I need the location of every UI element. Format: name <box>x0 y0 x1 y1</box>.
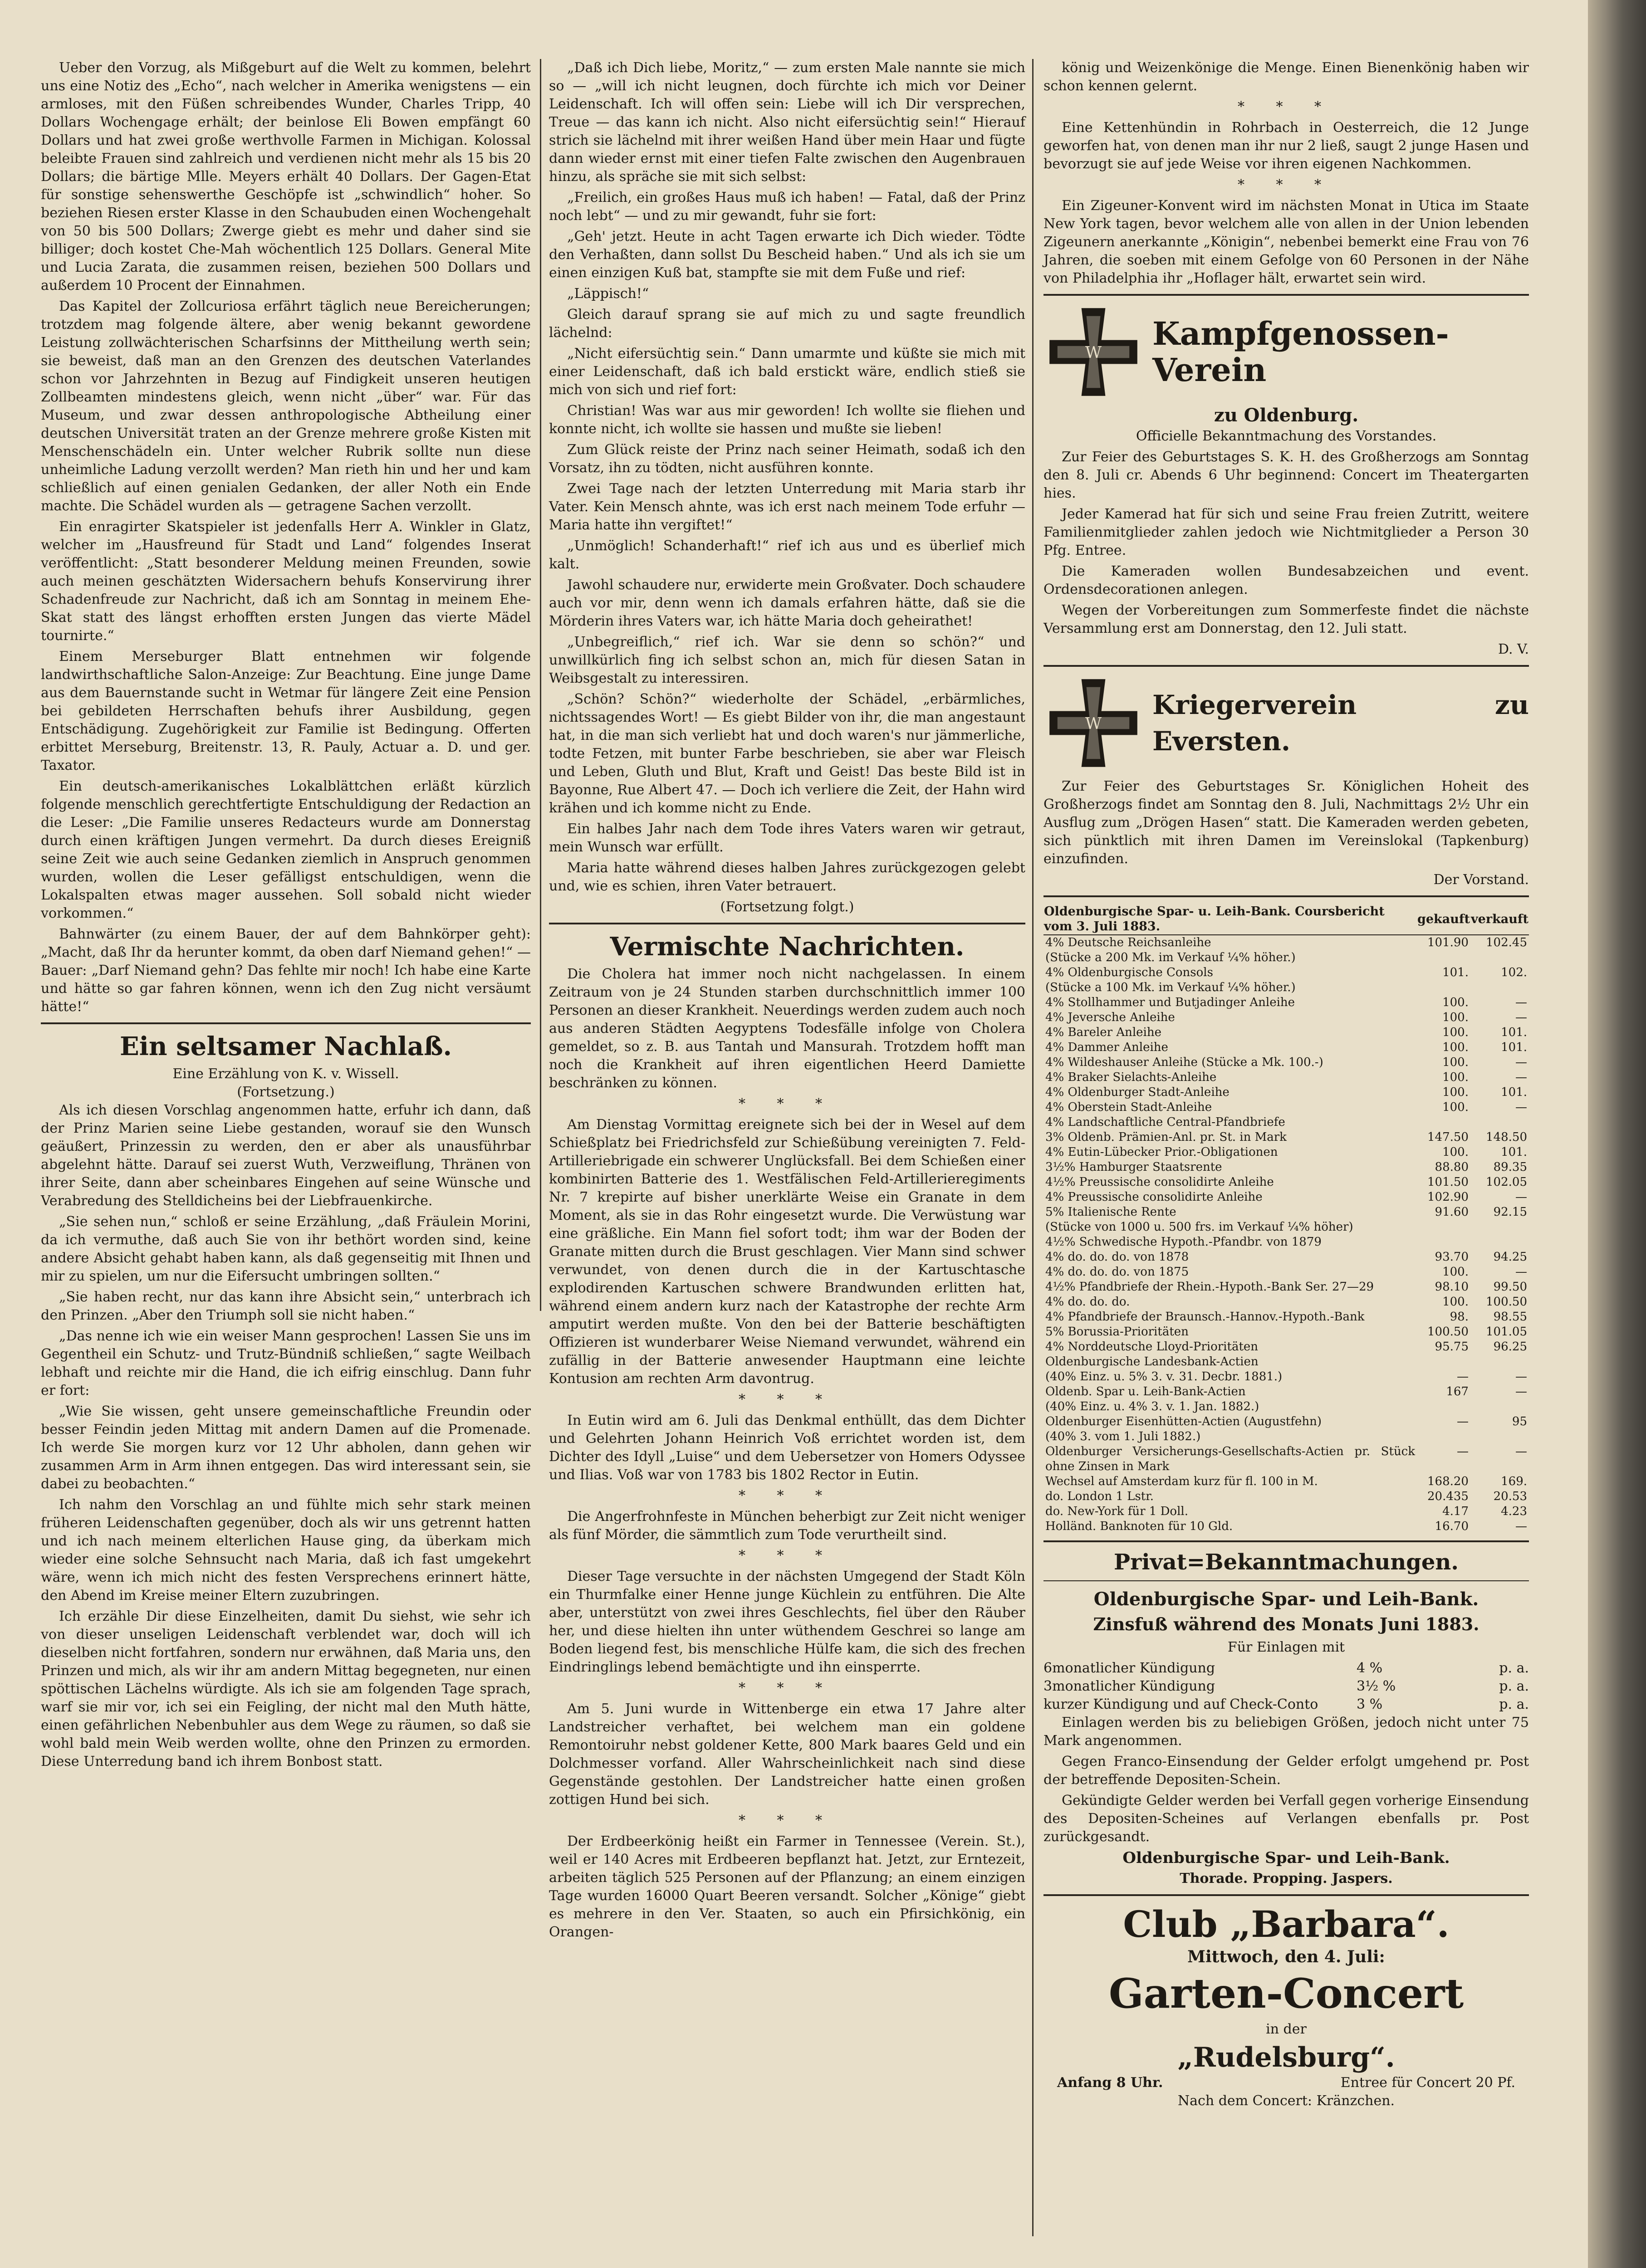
price-bought: 98. <box>1450 1310 1469 1324</box>
course-report-row <box>1043 1250 1529 1265</box>
security-name: 4% Jeversche Anleihe <box>1045 1011 1175 1024</box>
club-start-time: Anfang 8 Uhr. <box>1057 2075 1163 2091</box>
interest-rate-unit: p. a. <box>1499 1678 1529 1694</box>
news-paragraph: Ein Zigeuner-Konvent wird im nächsten Monat in Utica im Staate New York tagen, bevor welchem alle von allen in der Union lebenden Zigeunern anerkannte „Königin“, nebenbei bemerkt eine Frau von 76 Jahren, die soeben mit einem Gefolge von 60 Personen in der Nähe von Philadelphia ihr „Hoflager hält, erwartet sein wird. <box>1043 198 1529 286</box>
price-bought <box>1417 1399 1470 1414</box>
verein-paragraph: Zur Feier des Geburtstages S. K. H. des Großherzogs am Sonntag den 8. Juli cr. Abends 6 Uhr beginnend: Concert im Theatergarten hies. <box>1043 449 1529 501</box>
verein-paragraph: Zur Feier des Geburtstages Sr. Königlichen Hoheit des Großherzogs findet am Sonntag den 8. Juli, Nachmittags 2½ Uhr ein Ausflug zum „Drögen Hasen“ statt. Die Kameraden werden gebeten, sich pünktlich mit ihren Damen im Vereinslokal (Tapkenburg) einzufinden. <box>1043 778 1529 867</box>
story-paragraph: „Freilich, ein großes Haus muß ich haben! — Fatal, daß der Prinz noch lebt“ — und zu mir gewandt, fuhr sie fort: <box>549 190 1025 224</box>
story-paragraph: „Daß ich Dich liebe, Moritz,“ — zum ersten Male nannte sie mich so — „will ich nicht leugnen, doch fürchte ich mich vor Deiner Leidenschaft. Ich will offen sein: Liebe will ich Dir versprechen, Treue — das kann ich nicht. Also nicht eifersüchtig sein!“ Hierauf strich sie lächelnd mit ihrer weißen Hand über mein Haar und fügte dann wieder ernst mit einer tiefen Falte zwischen den Augenbrauen hinzu, als spräche sie mit sich selbst: <box>549 60 1025 185</box>
security-name: 4½% Schwedische Hypoth.-Pfandbr. von 1879 <box>1045 1235 1322 1249</box>
price-bought: 101.90 <box>1427 936 1469 949</box>
price-bought <box>1417 1429 1470 1444</box>
svg-text:W: W <box>1085 343 1102 362</box>
price-sold: 101. <box>1501 1026 1527 1039</box>
news-paragraph: Am Dienstag Vormittag ereignete sich bei der in Wesel auf dem Schießplatz bei Friedrichsfeld zur Schießübung vereinigten 7. Feld-Artilleriebrigade ein schwerer Unglücksfall. Bei dem Schießen einer kombinirten Batterie des 1. Westfälischen Feld-Artillerieregiments Nr. 7 krepirte auf bisher unerklärte Weise ein Granate in dem Moment, als sie in das Rohr eingesetzt wurde. Die Verwüstung war eine gräßliche. Ein Mann fiel sofort todt; ihm war der Boden der Granate mitten durch die Brust geschlagen. Vier Mann sind schwer verwundet, von denen durch die in der Kartuschtasche explodirenden Kartuschen schwere Brandwunden erlitten hat, während einem andern kurz nach der Katastrophe der rechte Arm amputirt werden mußte. Von den bei der Batterie beschäftigten Offizieren ist wunderbarer Weise Niemand verwundet, während ein zufällig in der Batterie anwesender Hauptmann eine leichte Kontusion am rechten Arm davontrug. <box>549 1117 1025 1387</box>
course-report-row <box>1043 1160 1529 1175</box>
course-report-row <box>1043 1504 1529 1519</box>
story-paragraph: „Unmöglich! Schanderhaft!“ rief ich aus und es überlief mich kalt. <box>549 538 1025 572</box>
price-sold <box>1470 1220 1529 1235</box>
security-name: 4% Dammer Anleihe <box>1045 1041 1168 1054</box>
security-name: do. London 1 Lstr. <box>1045 1490 1154 1503</box>
price-sold: 96.25 <box>1493 1340 1527 1354</box>
course-report-row <box>1043 935 1529 950</box>
price-sold: 101. <box>1501 1145 1527 1159</box>
price-bought: 100. <box>1442 1056 1469 1069</box>
price-sold <box>1470 1399 1529 1414</box>
section-divider <box>549 923 1025 924</box>
news-paragraph: Am 5. Juni wurde in Wittenberge ein etwa 17 Jahre alter Landstreicher verhaftet, bei welchem man ein goldene Remontoiruhr nebst goldener Kette, 800 Mark baares Geld und ein Dolchmesser vorfand. Aller Wahrscheinlichkeit nach sind diese Gegenstände gestohlen. Der Landstreicher hatte einen großen zottigen Hund bei sich. <box>549 1701 1025 1808</box>
price-bought: 88.80 <box>1435 1160 1469 1174</box>
price-bought: 91.60 <box>1435 1205 1469 1219</box>
bank-name: Oldenburgische Spar- und Leih-Bank. <box>1093 1589 1479 1610</box>
stars-separator: * * * <box>738 1680 836 1696</box>
verein-signature: D. V. <box>1498 641 1529 657</box>
course-report-row <box>1043 1310 1529 1325</box>
price-sold: 102. <box>1501 966 1527 979</box>
interest-rates <box>1043 1659 1529 1714</box>
security-name: 4% Oberstein Stadt-Anleihe <box>1045 1100 1212 1114</box>
svg-text:W: W <box>1085 714 1102 733</box>
course-report-row <box>1043 980 1529 995</box>
security-name: Oldenb. Spar u. Leih-Bank-Actien <box>1045 1385 1246 1398</box>
course-report-table <box>1043 904 1529 1534</box>
bank-paragraph: Gegen Franco-Einsendung der Gelder erfolgt umgehend pr. Post der betreffende Depositen-Schein. <box>1043 1754 1529 1788</box>
price-bought: 100. <box>1442 1070 1469 1084</box>
interest-rate-label: 6monatlicher Kündigung <box>1043 1660 1215 1676</box>
interest-rate-label: 3monatlicher Kündigung <box>1043 1678 1215 1694</box>
price-bought: 16.70 <box>1435 1520 1469 1533</box>
security-name: 4% Landschaftliche Central-Pfandbriefe <box>1045 1115 1285 1129</box>
price-sold: 99.50 <box>1493 1280 1527 1294</box>
security-name: (Stücke a 200 Mk. im Verkauf ¼% höher.) <box>1045 951 1296 964</box>
news-paragraph: Die Angerfrohnfeste in München beherbigt zur Zeit nicht weniger als fünf Mörder, die sämmtlich zum Tode verurtheilt sind. <box>549 1509 1025 1543</box>
stars-separator: * * * <box>738 1392 836 1408</box>
price-bought <box>1417 980 1470 995</box>
iron-cross-icon <box>1043 302 1143 402</box>
security-name: 5% Borussia-Prioritäten <box>1045 1325 1189 1339</box>
price-sold <box>1470 1429 1529 1444</box>
security-name: 3% Oldenb. Prämien-Anl. pr. St. in Mark <box>1045 1130 1287 1144</box>
verein-paragraph: Jeder Kamerad hat für sich und seine Frau freien Zutritt, weitere Familienmitglieder zahlen jedoch wie Nichtmitglieder a Person 30 Pfg. Entree. <box>1043 506 1529 558</box>
price-bought: 101. <box>1442 966 1469 979</box>
price-sold: 92.15 <box>1493 1205 1527 1219</box>
verein-title: Kriegerverein zu Eversten. <box>1152 689 1529 757</box>
course-report-row <box>1043 965 1529 980</box>
price-bought: 20.435 <box>1427 1490 1469 1503</box>
price-bought <box>1417 1115 1470 1130</box>
price-bought: 168.20 <box>1427 1475 1469 1488</box>
iron-cross-icon <box>1043 673 1143 773</box>
price-bought: 100. <box>1442 1026 1469 1039</box>
column-1 <box>41 59 531 1774</box>
course-report-row <box>1043 1100 1529 1115</box>
course-report-row <box>1043 1235 1529 1250</box>
bank-signatories: Thorade. Propping. Jaspers. <box>1180 1871 1393 1887</box>
security-name: 4% Preussische consolidirte Anleihe <box>1045 1190 1263 1204</box>
price-bought <box>1417 950 1470 965</box>
interest-rate-value-group <box>1357 1677 1529 1696</box>
interest-rate-value-group <box>1357 1696 1529 1714</box>
price-sold: 148.50 <box>1486 1130 1527 1144</box>
bank-signature: Oldenburgische Spar- und Leih-Bank. <box>1122 1849 1450 1867</box>
club-date: Mittwoch, den 4. Juli: <box>1187 1947 1385 1966</box>
course-report-row <box>1043 1145 1529 1160</box>
price-sold: 101. <box>1501 1041 1527 1054</box>
course-report-header <box>1043 904 1529 935</box>
course-report-row <box>1043 1444 1529 1474</box>
course-report-row <box>1043 1190 1529 1205</box>
club-after-concert: Nach dem Concert: Kränzchen. <box>1177 2093 1395 2109</box>
club-title: Club „Barbara“. <box>1123 1903 1450 1945</box>
security-name: (40% 3. vom 1. Juli 1882.) <box>1045 1430 1201 1443</box>
security-name: (40% Einz. u. 5% 3. v. 31. Decbr. 1881.) <box>1045 1370 1283 1383</box>
course-report-row <box>1043 1369 1529 1384</box>
course-report-row <box>1043 950 1529 965</box>
security-name: 4% Stollhammer und Butjadinger Anleihe <box>1045 996 1295 1009</box>
course-report-row <box>1043 1519 1529 1534</box>
article-paragraph: Ein deutsch-amerikanisches Lokalblättchen erläßt kürzlich folgende menschlich gerechtfertigte Entschuldigung der Redaction an die Leser: „Die Familie unseres Redacteurs wurde am Donnerstag durch einen kräftigen Jungen vermehrt. Da durch dieses Ereigniß seine Zeit wie auch seine Gedanken ziemlich in Anspruch genommen wurden, wollen die Leser gefälligst entschuldigen, wenn die Lokalspalten etwas mager aussehen. Soll sobald nicht wieder vorkommen.“ <box>41 778 531 921</box>
course-report-row <box>1043 1429 1529 1444</box>
course-report-row <box>1043 1354 1529 1369</box>
course-report-title: Oldenburgische Spar- u. Leih-Bank. Coursbericht vom 3. Juli 1883. <box>1043 904 1417 935</box>
course-report-row <box>1043 1085 1529 1100</box>
interest-rate-row <box>1043 1659 1529 1677</box>
security-name: 4% Oldenburger Stadt-Anleihe <box>1045 1085 1230 1099</box>
column-3 <box>1043 59 1529 2113</box>
price-bought: 100. <box>1442 1295 1469 1309</box>
price-bought: 100. <box>1442 1145 1469 1159</box>
verein-subtitle: zu Oldenburg. <box>1214 405 1359 426</box>
price-bought: 98.10 <box>1435 1280 1469 1294</box>
course-report-row <box>1043 1130 1529 1145</box>
price-sold: — <box>1515 1011 1527 1024</box>
section-divider <box>1043 1540 1529 1542</box>
story-paragraph: „Sie haben recht, nur das kann ihre Absicht sein,“ unterbrach ich den Prinzen. „Aber den Triumph soll sie nicht haben.“ <box>41 1289 531 1323</box>
price-bought: 95.75 <box>1435 1340 1469 1354</box>
page-edge <box>1588 0 1646 2268</box>
news-paragraph: Die Cholera hat immer noch nicht nachgelassen. In einem Zeitraum von je 24 Stunden starben durchschnittlich immer 100 Personen an dieser Krankheit. Neuerdings werden zudem auch noch aus anderen Städten Aegyptens Todesfälle infolge von Cholera gemeldet, so z. B. aus Tantah und Mansurah. Trotzdem hofft man noch die Krankheit auf ihren eigentlichen Heerd Damiette beschränken zu können. <box>549 966 1025 1091</box>
security-name: 4½% Preussische consolidirte Anleihe <box>1045 1175 1274 1189</box>
story-paragraph: „Wie Sie wissen, geht unsere gemeinschaftliche Freundin oder besser Feindin jeden Mittag mit andern Damen auf die Promenade. Ich werde Sie morgen kurz vor 12 Uhr abholen, dann gehen wir zusammen Arm in Arm ihnen entgegen. Das wird interessant sein, sie dabei zu beobachten.“ <box>41 1403 531 1492</box>
stars-separator: * * * <box>1237 99 1335 115</box>
security-name: do. New-York für 1 Doll. <box>1045 1505 1188 1518</box>
price-bought: 93.70 <box>1435 1250 1469 1264</box>
club-details <box>1043 2074 1529 2092</box>
security-name: 4½% Pfandbriefe der Rhein.-Hypoth.-Bank Ser. 27—29 <box>1045 1280 1374 1294</box>
interest-rate-value: 3 % <box>1357 1696 1383 1712</box>
story-paragraph: „Unbegreiflich,“ rief ich. War sie denn so schön?“ und unwillkürlich fing ich selbst schon an, mich für diesen Satan in Weibsgestalt zu interessiren. <box>549 634 1025 686</box>
course-report-row <box>1043 1070 1529 1085</box>
price-bought <box>1417 1235 1470 1250</box>
security-name: 3½% Hamburger Staatsrente <box>1045 1160 1222 1174</box>
interest-rate-value: 4 % <box>1357 1660 1383 1676</box>
story-paragraph: „Sie sehen nun,“ schloß er seine Erzählung, „daß Fräulein Morini, da ich vermuthe, daß auch Sie von ihr bethört worden sind, keine andere Absicht gehabt haben kann, als daß gegenseitig mit Ihnen und mir zu spielen, um nur die Eifersucht umbringen sollten.“ <box>41 1214 531 1284</box>
price-sold: — <box>1515 1385 1527 1398</box>
price-sold <box>1470 980 1529 995</box>
price-sold: 89.35 <box>1493 1160 1527 1174</box>
security-name: 4% Deutsche Reichsanleihe <box>1045 936 1211 949</box>
security-name: 4% Wildeshauser Anleihe (Stücke a Mk. 100.-) <box>1045 1056 1323 1069</box>
story-paragraph: „Läppisch!“ <box>567 286 649 302</box>
price-bought: — <box>1456 1445 1469 1458</box>
news-paragraph: könig und Weizenkönige die Menge. Einen Bienenkönig haben wir schon kennen gelernt. <box>1043 60 1529 94</box>
bank-paragraph: Einlagen werden bis zu beliebigen Größen, jedoch nicht unter 75 Mark angenommen. <box>1043 1715 1529 1749</box>
section-divider <box>1043 1580 1529 1581</box>
section-divider <box>41 1022 531 1024</box>
stars-separator: * * * <box>738 1548 836 1564</box>
security-name: (Stücke von 1000 u. 500 frs. im Verkauf ¼% höher) <box>1045 1220 1353 1234</box>
club-entry-fee: Entree für Concert 20 Pf. <box>1340 2075 1515 2091</box>
price-sold: — <box>1515 1520 1527 1533</box>
stars-separator: * * * <box>738 1813 836 1828</box>
verein-title: Kampfgenossen-Verein <box>1152 315 1449 389</box>
verein-paragraph: Wegen der Vorbereitungen zum Sommerfeste findet die nächste Versammlung erst am Donnerstag, den 12. Juli statt. <box>1043 602 1529 636</box>
price-sold: 4.23 <box>1501 1505 1527 1518</box>
story-continuation-note: (Fortsetzung.) <box>237 1084 335 1100</box>
price-bought: 100. <box>1442 996 1469 1009</box>
security-name: 4% Eutin-Lübecker Prior.-Obligationen <box>1045 1145 1278 1159</box>
price-sold: 101. <box>1501 1085 1527 1099</box>
security-name: 5% Italienische Rente <box>1045 1205 1176 1219</box>
security-name: 4% Norddeutsche Lloyd-Prioritäten <box>1045 1340 1259 1354</box>
course-report-row <box>1043 1205 1529 1220</box>
price-sold: 98.55 <box>1493 1310 1527 1324</box>
article-paragraph: Ein enragirter Skatspieler ist jedenfalls Herr A. Winkler in Glatz, welcher im „Hausfreund für Stadt und Land“ folgendes Inserat veröffentlicht: „Statt besonderer Meldung meinen Freunden, sowie auch meinen geschätzten Widersachern behufs Konservirung ihrer Schadenfreude zur Nachricht, daß ich am Sonntag in meinem Ehe-Skat statt des längst erhofften ersten Jungen das vierte Mädel tournirte.“ <box>41 519 531 644</box>
story-paragraph: Christian! Was war aus mir geworden! Ich wollte sie fliehen und konnte nicht, ich wollte sie hassen und mußte sie lieben! <box>549 403 1025 437</box>
price-sold: 95 <box>1512 1415 1527 1428</box>
price-bought: 100. <box>1442 1100 1469 1114</box>
interest-title: Zinsfuß während des Monats Juni 1883. <box>1093 1614 1479 1634</box>
news-paragraph: Der Erdbeerkönig heißt ein Farmer in Tennessee (Verein. St.), weil er 140 Acres mit Erdbeeren bepflanzt hat. Jetzt, zur Erntezeit, arbeiten täglich 525 Personen auf der Pflanzung; an einem einzigen Tage wurden 16000 Quart Beeren versandt. Solcher „Könige“ giebt es mehrere in den Ver. Staaten, so auch ein Pfirsichkönig, ein Orangen- <box>549 1833 1025 1940</box>
price-sold: 102.45 <box>1486 936 1527 949</box>
verein-header <box>1043 302 1529 402</box>
security-name: Oldenburger Versicherungs-Gesellschafts-Actien pr. Stück ohne Zinsen in Mark <box>1045 1445 1415 1473</box>
price-bought: 167 <box>1446 1385 1469 1398</box>
course-report-row <box>1043 1220 1529 1235</box>
story-paragraph: Ich nahm den Vorschlag an und fühlte mich sehr stark meinen früheren Leidenschaften gegenüber, doch als wir uns getrennt hatten und ich nach meinem elterlichen Hause ging, da überkam mich wieder eine solche Sehnsucht nach Maria, daß ich fast umgekehrt wäre, wenn ich mich nicht des festen Versprechens erinnert hätte, den Abend im Kreise meiner Eltern zuzubringen. <box>41 1497 531 1603</box>
story-paragraph: „Nicht eifersüchtig sein.“ Dann umarmte und küßte sie mich mit einer Leidenschaft, daß ich bald erstickt wäre, endlich stieß sie mich von sich und rief fort: <box>549 346 1025 398</box>
price-sold: 102.05 <box>1486 1175 1527 1189</box>
price-bought: 100. <box>1442 1265 1469 1279</box>
article-paragraph: Ueber den Vorzug, als Mißgeburt auf die Welt zu kommen, belehrt uns eine Notiz des „Echo“, nach welcher in Amerika wenigstens — ein armloses, mit den Füßen schreibendes Wunder, Charles Tripp, 40 Dollars Wochengage erhält; der beinlose Eli Bowen empfängt 60 Dollars und hat zwei große werthvolle Farmen in Michigan. Kolossal beleibte Frauen sind zahlreich und verdienen nicht mehr als 15 bis 20 Dollars; die bärtige Mlle. Meyers erhält 40 Dollars. Der Gagen-Etat für sonstige sehenswerthe Geschöpfe ist „schwindlich“ hoher. So beziehen Riesen erster Klasse in den Schaubuden einen Wochengehalt von 50 bis 500 Dollars; Zwerge giebt es mehr und daher sind sie billiger; doch kostet Che-Mah wöchentlich 125 Dollars. General Mite und Lucia Zarata, die zusammen reisen, beziehen 500 Dollars und außerdem 10 Procent der Einnahmen. <box>41 60 531 293</box>
story-paragraph: Gleich darauf sprang sie auf mich zu und sagte freundlich lächelnd: <box>549 307 1025 341</box>
interest-rate-value: 3½ % <box>1357 1678 1396 1694</box>
section-divider <box>1043 294 1529 296</box>
interest-rate-row <box>1043 1696 1529 1714</box>
security-name: (Stücke a 100 Mk. im Verkauf ¼% höher.) <box>1045 981 1296 994</box>
price-sold: 20.53 <box>1493 1490 1527 1503</box>
article-paragraph: Das Kapitel der Zollcuriosa erfährt täglich neue Bereicherungen; trotzdem mag folgende ältere, aber wenig bekannt gewordene Leistung zollwächterischen Scharfsinns der Mittheilung werth sein; sie beweist, daß man an den Grenzen des deutschen Vaterlandes schon vor Jahrzehnten in Bezug auf Findigkeit unseren heutigen Zollbeamten mindestens gleich, wenn nicht „über“ war. Für das Museum, und zwar dessen anthropologische Abtheilung einer deutschen Universität traten an der Grenze mehrere große Kisten mit Menschenschädeln ein. Unter welcher Rubrik sollte nun diese unheimliche Ladung verzollt werden? Man rieth hin und her und kam schließlich auf einen genialen Gedanken, der aller Noth ein Ende machte. Die Schädel wurden als — getragene Sachen verzollt. <box>41 298 531 514</box>
price-sold: 169. <box>1501 1475 1527 1488</box>
price-bought: 100. <box>1442 1011 1469 1024</box>
story-to-be-continued: (Fortsetzung folgt.) <box>720 899 854 915</box>
price-sold: — <box>1515 1190 1527 1204</box>
column-2 <box>549 59 1025 1944</box>
course-report-row <box>1043 1055 1529 1070</box>
story-paragraph: Ich erzähle Dir diese Einzelheiten, damit Du siehst, wie sehr ich von dieser unseligen Leidenschaft verblendet war, doch will ich dieselben nicht fortfahren, sondern nur erwähnen, daß Maria uns, den Prinzen und mich, als wir ihr am andern Mittag begegneten, nur einen spöttischen Lächelns würdigte. Als ich sie am folgenden Tage sprach, warf sie mir vor, ich sei ein Feigling, der nicht mal den Muth hätte, einen gefährlichen Nebenbuhler aus dem Wege zu räumen, so daß sie wohl bald mein Weib werden wollte, ohne den Prinzen zu ermorden. Diese Unterredung band ich ihrem Bonbost statt. <box>41 1608 531 1769</box>
course-report-row <box>1043 1040 1529 1055</box>
price-bought: 100.50 <box>1427 1325 1469 1339</box>
price-sold: — <box>1515 1445 1527 1458</box>
course-report-row <box>1043 1399 1529 1414</box>
price-bought: — <box>1456 1415 1469 1428</box>
price-sold: 94.25 <box>1493 1250 1527 1264</box>
news-paragraph: Eine Kettenhündin in Rohrbach in Oesterreich, die 12 Junge geworfen hat, von denen man ihr nur 2 ließ, saugt 2 junge Hasen und bevorzugt sie auf jede Weise vor ihren eigenen Nachkommen. <box>1043 120 1529 172</box>
price-sold <box>1470 1235 1529 1250</box>
course-report-row <box>1043 1265 1529 1280</box>
price-bought: 102.90 <box>1427 1190 1469 1204</box>
section-divider <box>1043 1894 1529 1896</box>
security-name: Holländ. Banknoten für 10 Gld. <box>1045 1520 1233 1533</box>
verein-paragraph: Die Kameraden wollen Bundesabzeichen und event. Ordensdecorationen anlegen. <box>1043 563 1529 597</box>
course-report-row <box>1043 1339 1529 1354</box>
story-paragraph: Als ich diesen Vorschlag angenommen hatte, erfuhr ich dann, daß der Prinz Marien seine Liebe gestanden, worauf sie den Wunsch geäußert, Prinzessin zu werden, den er aber als unausführbar abgelehnt hätte. Darauf sei zuerst Wuth, Verzweiflung, Thränen von ihrer Seite, dann aber scheinbares Eingehen auf seine Wünsche und Verabredung des Stelldicheins bei der Liebfrauenkirche. <box>41 1102 531 1209</box>
course-report-row <box>1043 1025 1529 1040</box>
course-report-row <box>1043 1175 1529 1190</box>
price-sold: 101.05 <box>1486 1325 1527 1339</box>
stars-separator: * * * <box>738 1096 836 1112</box>
course-report-row <box>1043 1384 1529 1399</box>
price-sold <box>1470 1354 1529 1369</box>
article-paragraph: Bahnwärter (zu einem Bauer, der auf dem Bahnkörper geht): „Macht, daß Ihr da herunter kommt, da oben darf Niemand gehen!“ — Bauer: „Darf Niemand gehn? Das fehlte mir noch! Ich habe eine Karte und hätte so gar fahren können, wenn ich den Zug nicht versäumt hätte!“ <box>41 926 531 1015</box>
club-venue: „Rudelsburg“. <box>1177 2042 1395 2073</box>
security-name: 4% do. do. do. von 1878 <box>1045 1250 1189 1264</box>
price-bought: 100. <box>1442 1085 1469 1099</box>
course-report-row <box>1043 1474 1529 1489</box>
private-announcements-title: Privat=Bekanntmachungen. <box>1114 1549 1459 1575</box>
course-report-row <box>1043 1414 1529 1429</box>
security-name: 4% Braker Sielachts-Anleihe <box>1045 1070 1217 1084</box>
security-name: 4% do. do. do. von 1875 <box>1045 1265 1189 1279</box>
section-divider <box>1043 895 1529 897</box>
course-report-row <box>1043 1115 1529 1130</box>
story-paragraph: „Schön? Schön?“ wiederholte der Schädel, „erbärmliches, nichtssagendes Wort! — Es giebt Bilder von ihr, die man angestaunt hat, in die man sich verliebt hat und doch waren's nur jämmerliche, todte Fetzen, mit bunter Farbe beschrieben, sie aber war Fleisch und Leben, Gluth und Blut, Kraft und Geist! Das beste Bild ist in Bayonne, Rue Albert 47. — Doch ich verliere die Zeit, der Hahn wird krähen und ich komme nicht zu Ende. <box>549 691 1025 816</box>
news-paragraph: In Eutin wird am 6. Juli das Denkmal enthüllt, das dem Dichter und Gelehrten Johann Heinrich Voß errichtet worden ist, dem Dichter des Idyll „Luise“ und dem Uebersetzer von Homers Odyssee und Ilias. Voß war von 1783 bis 1802 Rector in Eutin. <box>549 1413 1025 1483</box>
price-bought: 4.17 <box>1442 1505 1469 1518</box>
price-sold: — <box>1515 996 1527 1009</box>
price-bought <box>1417 1220 1470 1235</box>
stars-separator: * * * <box>738 1488 836 1504</box>
price-bought: — <box>1456 1370 1469 1383</box>
price-bought <box>1417 1354 1470 1369</box>
story-paragraph: „Das nenne ich wie ein weiser Mann gesprochen! Lassen Sie uns im Gegentheil ein Schutz- und Trutz-Bündniß schließen,“ sagte Weilbach lebhaft und reichte mir die Hand, die ich eifrig einschlug. Dann fuhr er fort: <box>41 1328 531 1398</box>
story-paragraph: Zwei Tage nach der letzten Unterredung mit Maria starb ihr Vater. Kein Mensch ahnte, was ich erst nach meinem Tode erfuhr — Maria hatte ihn vergiftet!“ <box>549 481 1025 533</box>
story-paragraph: Ein halbes Jahr nach dem Tode ihres Vaters waren wir getraut, mein Wunsch war erfüllt. <box>549 821 1025 855</box>
story-paragraph: Maria hatte während dieses halben Jahres zurückgezogen gelebt und, wie es schien, ihren Vater betrauert. <box>549 860 1025 894</box>
price-sold: — <box>1515 1100 1527 1114</box>
section-divider <box>1043 665 1529 667</box>
interest-rate-row <box>1043 1677 1529 1696</box>
security-name: Oldenburgische Landesbank-Actien <box>1045 1355 1259 1369</box>
price-bought: 101.50 <box>1427 1175 1469 1189</box>
story-paragraph: „Geh' jetzt. Heute in acht Tagen erwarte ich Dich wieder. Tödte den Verhaßten, dann sollst Du Bescheid haben.“ Und als ich sie um einen einzigen Kuß bat, stampfte sie mit dem Fuße und rief: <box>549 229 1025 281</box>
price-bought: 100. <box>1442 1041 1469 1054</box>
stars-separator: * * * <box>1237 177 1335 193</box>
news-section-title: Vermischte Nachrichten. <box>610 932 965 962</box>
security-name: Wechsel auf Amsterdam kurz für fl. 100 in M. <box>1045 1475 1318 1488</box>
security-name: (40% Einz. u. 4% 3. v. 1. Jan. 1882.) <box>1045 1400 1259 1413</box>
course-report-row <box>1043 995 1529 1010</box>
article-paragraph: Einem Merseburger Blatt entnehmen wir folgende landwirthschaftliche Salon-Anzeige: Zur Beachtung. Eine junge Dame aus dem Bauernstande sucht in Wetmar für längere Zeit eine Pension bei gebildeten Herrschaften behufs ihrer Ausbildung, gegen Entschädigung. Zugehörigkeit zur Familie ist Bedingung. Offerten erbittet Merseburg, Breitenstr. 13, R. Pauly, Actuar a. D. und ger. Taxator. <box>41 649 531 773</box>
security-name: 4% do. do. do. <box>1045 1295 1130 1309</box>
club-in-der: in der <box>1266 2021 1307 2037</box>
interest-rate-unit: p. a. <box>1499 1696 1529 1712</box>
course-report-row <box>1043 1010 1529 1025</box>
interest-rate-label: kurzer Kündigung und auf Check-Conto <box>1043 1696 1318 1712</box>
course-report-row <box>1043 1280 1529 1295</box>
story-author: Eine Erzählung von K. v. Wissell. <box>172 1066 399 1082</box>
column-divider <box>540 59 541 1311</box>
price-sold: — <box>1515 1265 1527 1279</box>
security-name: 4% Pfandbriefe der Braunsch.-Hannov.-Hypoth.-Bank <box>1045 1310 1365 1324</box>
deposits-label: Für Einlagen mit <box>1227 1639 1345 1655</box>
course-report-row <box>1043 1295 1529 1310</box>
verein-paragraph: Officielle Bekanntmachung des Vorstandes. <box>1136 428 1437 444</box>
club-event-title: Garten-Concert <box>1108 1970 1464 2018</box>
interest-rate-value-group <box>1357 1659 1529 1677</box>
column-header-bought: gekauft <box>1417 904 1470 935</box>
price-bought: 147.50 <box>1427 1130 1469 1144</box>
security-name: Oldenburger Eisenhütten-Actien (Augustfehn) <box>1045 1415 1322 1428</box>
verein-signature: Der Vorstand. <box>1433 872 1529 888</box>
bank-paragraph: Gekündigte Gelder werden bei Verfall gegen vorherige Einsendung des Depositen-Scheines auf Verlangen ebenfalls pr. Post zurückgesandt. <box>1043 1793 1529 1845</box>
story-paragraph: Zum Glück reiste der Prinz nach seiner Heimath, sodaß ich den Vorsatz, ihn zu tödten, nicht ausführen konnte. <box>549 442 1025 476</box>
price-sold: — <box>1515 1370 1527 1383</box>
price-sold: — <box>1515 1070 1527 1084</box>
price-sold <box>1470 950 1529 965</box>
security-name: 4% Oldenburgische Consols <box>1045 966 1213 979</box>
column-divider <box>1032 59 1034 2236</box>
news-paragraph: Dieser Tage versuchte in der nächsten Umgegend der Stadt Köln ein Thurmfalke einer Henne junge Küchlein zu entführen. Die Alte aber, unterstützt von zwei ihres Geschlechts, fiel über den Räuber her, und diese hielten ihn unter wüthendem Geschrei so lange am Boden liegend fest, bis menschliche Hülfe kam, die sich des frechen Eindringlings lebend bemächtigte und ihn einsperrte. <box>549 1569 1025 1675</box>
course-report-body <box>1043 935 1529 1534</box>
price-sold: 100.50 <box>1486 1295 1527 1309</box>
column-header-sold: verkauft <box>1470 904 1529 935</box>
story-title: Ein seltsamer Nachlaß. <box>119 1031 452 1061</box>
course-report-row <box>1043 1489 1529 1504</box>
story-paragraph: Jawohl schaudere nur, erwiderte mein Großvater. Doch schaudere auch vor mir, denn wenn ich damals erfahren hätte, daß sie die Mörderin ihres Vaters war, ich hätte Maria doch geheirathet! <box>549 577 1025 629</box>
course-report-row <box>1043 1325 1529 1339</box>
price-sold <box>1470 1115 1529 1130</box>
interest-rate-unit: p. a. <box>1499 1660 1529 1676</box>
security-name: 4% Bareler Anleihe <box>1045 1026 1162 1039</box>
price-sold: — <box>1515 1056 1527 1069</box>
verein-header <box>1043 673 1529 773</box>
